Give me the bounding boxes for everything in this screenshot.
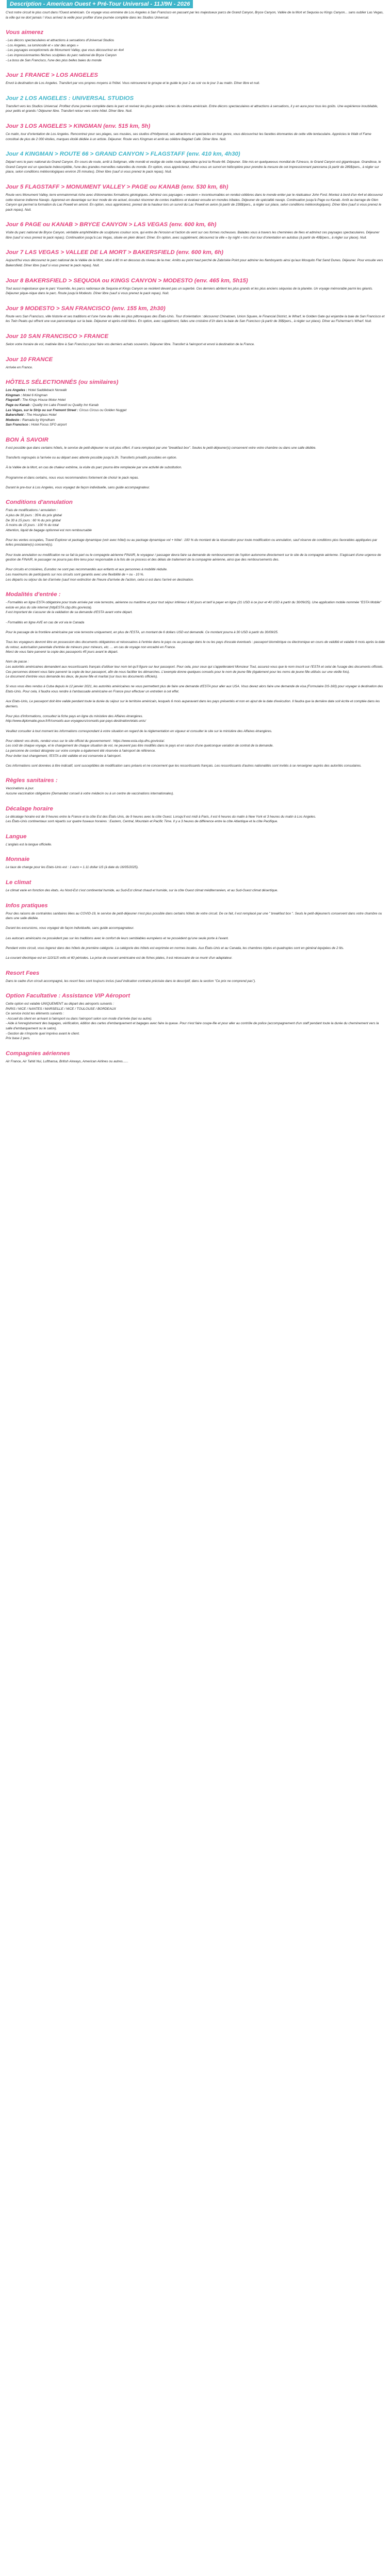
- day-9-title: Jour 9 MODESTO > SAN FRANCISCO (env. 155 km, 2h30): [6, 305, 166, 312]
- bon-savoir-heading: BON À SAVOIR: [6, 436, 48, 443]
- bon-savoir-para: Il est possible que dans certains hôtels, le service de petit-déjeuner ne soit plus offert. Il sera remplacé par une "breakfast box". Seules le petit-déjeuner(s) conservent votre votre chambre ou dans une salle dédiée.: [6, 446, 317, 450]
- formalites-line: - Formalités en ligne ESTA obligatoire pour toute arrivée par voie terrestre, aérienne ou maritime et pour tout séjour inférieur à 90 jours et tarif à payer en ligne (21 USD à ce jour et 40 USD à partir du 30/09/25). Une application mobile nommée "ESTA Mobile" existe en plus du site internet (httpESTA.cbp.dhs.gov/esta).: [6, 601, 382, 609]
- conditions-line: À moins de 15 jours : 100 % du total: [6, 523, 59, 528]
- hotels-heading: HÔTELS SÉLECTIONNÉS (ou similaires): [6, 379, 119, 386]
- option-line: PARIS / NICE / NANTES / MARSEILLE / NICE / TOULOUSE / BORDEAUX: [6, 1007, 116, 1011]
- list-item: - Les impressionnantes flèches sculptées du parc national de Bryce Canyon: [6, 53, 117, 57]
- formalites-line: Merci de vous faire parvenir la copie des passeports 45 jours avant le départ.: [6, 650, 119, 654]
- bon-savoir-para: Transferts regroupés à l'arrivée ou au départ avec attente possible jusqu'à 2h. Transferts privatifs possibles en option.: [6, 456, 177, 460]
- infos-line: Pour des raisons de contraintes sanitaires liées au COVID-19, le service de petit-déjeuner n'est plus possible dans certains hôtels de votre circuit. De ce fait, il est remplacé par une " breakfast box ". Seuls le petit-déjeuner/s conservent dans votre chambre ou dans une salle dédiée.: [6, 911, 382, 921]
- hotel-place: Modesto :: [6, 418, 22, 422]
- day-7-title: Jour 7 LAS VEGAS > VALLEE DE LA MORT > BAKERSFIELD (env. 600 km, 6h): [6, 249, 223, 256]
- formalites-line: Veuillez consulter à tout moment les informations correspondant à votre situation en regard de la réglementation en vigueur et consulter le site sur le ministère des Affaires étrangères.: [6, 729, 272, 733]
- infos-heading: Infos pratiques: [6, 902, 48, 909]
- day-6-text: Visite du parc national de Bryce Canyon, véritable amphithéâtre de sculptures coulour ocre, qui entre de l'érosion et l'action du vent sur ces formes rocheuses. Balades vous à travers les cheminées de fées et admirez ces paysages spectaculaires. Déjeuner libre (sauf si vous prenez le pack repas). Continuation jusqu'à Las Vegas, située en plein désert. Dîner. En option, avec supplément, découvrez la ville « by night » lors d'un tour d'orientation en autobus (à partir de 49$/pers., à régler sur place). Nuit.: [6, 231, 380, 240]
- monnaie-heading: Monnaie: [6, 856, 30, 863]
- conditions-line: Les départs ou séjour du lan d'arrivée (sauf mon extinction de l'heure d'arrivée de l'action, celui-ci est dans l'arrivé en destination.: [6, 578, 194, 582]
- day-5-title: Jour 5 FLAGSTAFF > MONUMENT VALLEY > PAGE ou KANAB (env. 530 km, 6h): [6, 183, 229, 190]
- hotel-name: Ramada by Wyndham: [22, 418, 55, 422]
- langue-heading: Langue: [6, 833, 27, 840]
- option-line: Ce service inclut les éléments suivants :: [6, 1012, 64, 1016]
- day-10-title: Jour 10 SAN FRANCISCO > FRANCE: [6, 333, 109, 340]
- langue-line: L'anglais est la langue officielle.: [6, 842, 52, 846]
- list-item: [6, 393, 385, 398]
- infos-body: [6, 911, 385, 961]
- hotel-name: Motel 6 Kingman: [23, 393, 47, 397]
- conditions-line: De 30 à 15 jours : 60 % du prix global: [6, 518, 61, 522]
- hotels-list: [6, 388, 385, 428]
- day-4-text: Départ vers le parc national du Grand Canyon. En cours de route, arrêt à Seligman, ville mondé et vestige de cette route légendaire qu'est la Route 66. Déjeuner. Site mis en quelqueeous mondial de l'Unesco, le Grand Canyon est gigantesque. Grandiose, le Grand Canyon est un spectacle indescriptible, l'une des grandes merveilles naturelles du monde. En option, vous apprécierez, offrez-vous un survol en hélicoptère pour prendre la mesure de cet impressionnant panorama (à partir de 289$/pers., à régler sur place, selon conditions météorologiques environ 25 minutes). Dîner libre (sauf si vous prenez le pack repas). Nuit.: [6, 160, 381, 174]
- hotel-name: Hotel Saddleback Norwalk: [28, 388, 67, 393]
- banner-title: Description - American Ouest + Pré-Tour Universal - 11J/9N - 2026: [7, 0, 193, 8]
- conditions-line: Pour circuits et croisières, Eurodoc ne sont pas recommandés aux enfants et aux personnes à mobilité réduite.: [6, 568, 168, 572]
- formalites-line: - Formalités en ligne AVE en cas de vol via le Canada: [6, 620, 85, 624]
- formalites-line: Pour éviter tout changement, l'ESTA a été validée et est conservée à l'aéroport.: [6, 754, 122, 758]
- infos-line: Les autocars américains ne possèdent pas sur les traditions avec le confort de leurs semblables européens et ne possèdent qu'une seule porte à l'avant.: [6, 936, 229, 940]
- hotel-place: Flagstaff :: [6, 398, 22, 402]
- day-2-text: Transfert vers les Studios Universal. Profitez d'une journée complète dans le parc et revivez les plus grandes scènes du cinéma américain. Entre décors spectaculaires et attractions à sensations, il y en aura pour tous les goûts. Une expérience inoubliable, pour petits et grands ! Déjeuner libre. Transfert retour vers votre hôtel. Dîner libre. Nuit.: [6, 104, 378, 113]
- list-item: [6, 403, 385, 408]
- option-line: - Gestion de n'importe quel imprévu avant le client.: [6, 1031, 80, 1036]
- list-item: - La boss de San Francisco, l'une des plus belles baies du monde: [6, 58, 102, 62]
- conditions-line: Frais de modifications / annulation :: [6, 509, 58, 513]
- sanitaires-line: Aucune vaccination obligatoire (Demandez conseil à votre médecin ou à un centre de vaccinations internationales).: [6, 792, 174, 795]
- vous-aimerez-list: [6, 38, 385, 63]
- formalites-line: Les coût de chaque voyage, et le changement de chaque situation de vol, ne peuvent pas être modifiés dans le pays et en raison d'une quelconque variation de contrat de la demande.: [6, 744, 274, 748]
- hotel-name: The Hourglass Hotel: [26, 413, 57, 417]
- hotel-name: Circus Circus ou Golden Nugget: [79, 408, 127, 412]
- climat-heading: Le climat: [6, 879, 31, 886]
- day-5-text: Route vers Monument Valley, terre emmainmmat riche avec d'étonnantes formations géologiques. Admirez ces paysages « western » incontournables en rendez-célèbres dans le monde entier par le réalisateur John Ford. Montez à bord d'un 4x4 et découvrez cette réserve indienne Navajo. Apprenez-en davantage sur leur mode de vie actuel, écoutez résonner de contes traditions et évaluez ensuite en mondes tribales. Déjeuner de spécialité navajo. Continuation jusqu'à Page ou Kanab. Arrêt au barrage de Glen Canyon qui permet la formation du Lac Powell en amont. En option, vous apprécierez, prenez de la hauteur lors un survol du Lac Powell en avion (à partir de 239$/pers., à régler sur place, selon conditions météorologiques). Dîner libre (sauf si vous prenez le pack repas). Nuit.: [6, 193, 383, 212]
- conditions-line: Attention, liquid de bagage optionnel est non remboursable: [6, 528, 92, 532]
- option-line: - Aide à l'enregistrement des bagages, vérification, édition des cartes d'embarquement et bagages avec faire la queue. Pour n'est faire coupe-file et pour aller au contrôle de police (accompagnement d'un staff pendant toute la durée du cheminement vers la salle d'embarquement ou le salon).: [6, 1022, 379, 1031]
- day-10-text: Selon votre horaire de vol, matinée libre à San Francisco pour faire vos derniers achats souvenirs. Déjeuner libre. Transfert à l'aéroport et envol à destination de la France.: [6, 343, 255, 347]
- list-item: [6, 422, 385, 428]
- bon-savoir-para: Programme et dans certains, nous vous recommandons fortement de choisir le pack repas.: [6, 476, 139, 480]
- formalites-line: Aux Etats-Unis, Le passeport doit être valide pendant toute la durée du séjour sur le territoire américain, lesquels 6 mois auparavant dans les pays présentés et non en ajout de la date d'exécution. Il faudra que la dernière date soit écrite et comptée dans les derniers.: [6, 700, 380, 708]
- formalites-line: Ces informations sont données à titre indicatif, sont susceptibles de modification sans préavis et ne concernent que les ressortissants français. Les ressortissants d'autres nationalités sont invités à se renseigner auprès des autorités consulaires.: [6, 764, 362, 768]
- conditions-body: [6, 508, 385, 582]
- conditions-line: A plus de 30 jours : 35% du prix global: [6, 513, 62, 517]
- formalites-line: Pour obtenir vos droits, rendez-vous sur le site officiel du gouvernement : https://www.esta.cbp.dhs.gov/esta/.: [6, 739, 165, 743]
- bon-savoir-para: À la Vallée de la Mort, en cas de chaleur extrême, la visite du parc pourra être remplacée par une activité de substitution.: [6, 466, 182, 470]
- option-line: Cette option est valable UNIQUEMENT au départ des aéroports suivants :: [6, 1002, 114, 1006]
- formalites-line: Le document d'entrée vous demande les deux, de jeune fille et marital (sur tous les documents officiels).: [6, 675, 158, 679]
- day-8-title: Jour 8 BAKERSFIELD > SEQUOIA ou KINGS CANYON > MODESTO (env. 465 km, 5h15): [6, 277, 248, 284]
- formalites-line: Pour plus d'informations, consultez la fiche pays en ligne du ministère des Affaires étrangères.: [6, 714, 143, 718]
- decalage-heading: Décalage horaire: [6, 805, 53, 812]
- decalage-line: Le décalage horaire est de 9 heures entre la France et la côte Est des États-Unis, de 9 heures avec la côte Ouest. Lorsqu'il est midi à Paris, il est 6 heures du matin à New York et 3 heures du matin à Los Angeles.: [6, 815, 316, 819]
- list-item: [6, 398, 385, 403]
- formalites-line: Il est important de s'assurer de la validation de sa demande d'ESTA avant votre départ.: [6, 611, 133, 615]
- list-item: [6, 388, 385, 393]
- hotel-place: Bakersfield :: [6, 413, 26, 417]
- banner: [0, 0, 391, 8]
- hotel-place: Los Angeles :: [6, 388, 27, 393]
- sanitaires-heading: Règles sanitaires :: [6, 777, 58, 784]
- intro-text: C'est notre circuit le plus court dans l'Ouest américain. Ce voyage vous emmène de Los Angeles à San Francisco en passant par les majestueux parcs de Grand Canyon, Bryce Canyon, Vallée de la Mort et Sequoia ou Kings Canyon... sans oublier Las Vegas, la ville qui ne dort jamais ! Vous arrivez la veille pour profiter d'une journée complète dans les Studios Universal.: [6, 11, 384, 20]
- sanitaires-line: Vaccinations à jour.: [6, 787, 35, 791]
- hotel-name: Quality Inn Lake Powell ou Quality Inn Kanab: [32, 403, 99, 407]
- option-line: Prix base 2 pers.: [6, 1037, 30, 1041]
- list-item: - Los Angeles, sa luminosité et « star des anges »: [6, 43, 79, 47]
- option-assist-body: [6, 1002, 385, 1041]
- option-assist-heading: Option Facultative : Assistance VIP Aéroport: [6, 993, 131, 999]
- list-item: [6, 418, 385, 423]
- infos-line: Pendant votre circuit, vous logerez dans des hôtels de première catégorie. La catégorie des hôtels est exprimée en normes locales. Aux États-Unis et au Canada, les chambres triples et quadruples sont en général équipées de 2 lits.: [6, 946, 344, 950]
- conditions-line: Pour les ventes occupées, Travel Explorer et package dynamique (voir avec hôtel) ou au package dynamique vol + hôtel : 100 % du montant de la réservation pour toute modification ou annulation, sauf réserve de conditions plus favorables appliquées par le/les prestataire(s) concerné(s).: [6, 538, 378, 547]
- compagnies-heading: Compagnies aériennes: [6, 1050, 70, 1057]
- day-8-text: Tout aussi majestueux que le parc Yosemite, les parcs nationaux de Sequoia et Kings Canyon se recèlent devant pas un superbé. Ces derniers abritent les plus grands et les plus anciens séquoias de la planète. Un voyage mémorable parmi les géants. Déjeuner pique-nique dans le parc. Route jusqu'à Modesto. Dîner libre (sauf si vous prenez le pack repas). Nuit.: [6, 286, 373, 296]
- formalites-line: Pour le passage de la frontière américaine par voie terrestre uniquement, en plus de l'ESTA, un montant de 6 dollars USD est demandé. Ce montant pourra à 30 USD à partir du 30/09/25.: [6, 630, 279, 634]
- list-item: - Les paysages exceptionnels de Monument Valley, que vous découvrirez en 4x4: [6, 48, 124, 53]
- day-6-title: Jour 6 PAGE ou KANAB > BRYCE CANYON > LAS VEGAS (env. 600 km, 6h): [6, 222, 217, 228]
- option-line: - Accueil du client en arrivant à l'aéroport ou dans l'aéroport selon son mode d'arrivée (taxi ou autre).: [6, 1016, 153, 1021]
- day-1-text: Envol à destination de Los Angeles. Transfert par vos propres moyens à l'hôtel. Vous retrouverez le groupe et le guide le jour 2 au soir ou le jour 3 au matin. Dîner libre et nuit.: [6, 81, 260, 86]
- list-item: [6, 408, 385, 413]
- hotel-place: Las Vegas, sur le Strip ou sur Fremont Street :: [6, 408, 78, 412]
- formalites-line: Tous les voyageurs devront être en possession des documents obligatoires et nécessaires à l'entrée dans le pays ou au passage dans le ou les pays d'escale éventuels : passeport biométrique ou électronique en cours de validité et valable 6 mois après la date du retour, autorisation parentale d'entrée de mineurs pour mineurs, etc. ... en cas de voyage non encadré en France.: [6, 640, 385, 649]
- formalites-line: Nom de passe :: [6, 660, 29, 664]
- day-9-text: Route vers San Francisco, ville historie et ses traditions et l'une l'une des villes les plus pittoresques des États-Unis. Tour d'orientation : découvrez Chinatown, Union Square, le Financial District, le Wharf, le Golden Gate qui enjambe la baie de San Francisco et les Twin Peaks qui offrent une vue panoramique sur la baie. Déjeuner et après-midi libres. En option, avec supplément, faites une croisière d'1h dans la baie de San Francisco (à partir de 39$/pers., à régler sur place). Dîner au Fisherman's Wharf. Nuit.: [6, 314, 385, 324]
- day-3-text: Ce matin, tour d'orientation de Los Angeles. Rencontrez pour ses plages, ses musées, ses studios d'Hollywood, ses attractions et spectacles en tout genre, vous découvrirez les facettes étonnantes de cette ville tentaculaire. Apprécies le Walk of Fame constitué de plus de 2 000 étoiles, marques étoilé dédiée à un artiste. Déjeuner. Route vers Kingman et arrêt au célèbre Bagdad Café. Dîner libre. Nuit.: [6, 132, 371, 141]
- formalites-line: Les autorités américaines demandent aux ressortissants français d'utiliser leur nom tel qu'il figure sur leur passeport. Pour cela, pour ceux qui s'appelleraient Monsieur Tout, assurez-vous que le nom inscrit sur l'ESTA et celui de l'usage des documents officiels. Ces personnes doivent vous faire parvenir la copie de leur passeport, afin de nous faciliter les démarches. L'exemple donne quelques conseils pour le nom de jeune fille (également pour les noms de jeune fille utilisés sur une vieille fois).: [6, 665, 384, 674]
- formalites-line: La personne de contact désignée sur votre compte a également été réservée à l'aéroport de référence.: [6, 749, 156, 753]
- decalage-line: Les États-Unis continentaux sont répartis sur quatre fuseaux horaires : Eastern, Central, Mountain et Pacific Time. Il y a 3 heures de différence entre la côte Atlantique et la côte Pacifique.: [6, 820, 278, 824]
- conditions-line: Pour toute annulation ou modification ne se fait la part ou le compagnie aérienne FINAIR, le voyageur / passager devra faire sa demande de remboursement de l'option autonome directement sur le site de la compagnie aérienne. S'agissant d'une urgence de gestion de FINAIR, le passager ne pourra pas être tenu pour responsable à la fois de ce process et des délais de traitement de la compagnie aérienne, ainsi que des remboursements des.: [6, 553, 381, 562]
- monnaie-line: Le taux de change pour les Etats-Unis est : 1 euro = 1.11 dollar US (à date du 16/05/2025).: [6, 866, 139, 870]
- hotel-place: Page ou Kanab :: [6, 403, 32, 407]
- infos-line: Durant les excursions, vous voyagez de façon individuelle, sans guide accompagnateur.: [6, 926, 135, 930]
- formalites-line: Si vous vous êtes rendus à Cuba depuis le 12 janvier 2021, les autorités américaines ne vous permettent plus de faire une demande d'ESTA pour aller aux USA. Vous devez alors faire une demande de visa (Formulaire DS-160) pour voyager à destination des Etats-Unis. Pour cela, il faudra vous rendre à l'ambassade américaine en France pour effectuer un entretien à cet effet.: [6, 685, 383, 693]
- resort-heading: Resort Fees: [6, 970, 40, 976]
- hotel-place: San Francisco :: [6, 423, 30, 427]
- day-11-title: Jour 10 FRANCE: [6, 356, 53, 363]
- day-4-title: Jour 4 KINGMAN > ROUTE 66 > GRAND CANYON > FLAGSTAFF (env. 410 km, 4h30): [6, 151, 240, 158]
- resort-line: Dans le cadre d'un circuit accompagné, les resort fees sont toujours inclus (sauf indication contraire précisée dans le descriptif, dans la section "Ce prix ne comprend pas").: [6, 979, 256, 983]
- infos-line: La courant électrique est en 110/115 volts et 60 périodes. La prise de courant américaine est de fiches plates, il est nécessaire de se munir d'un adaptateur.: [6, 956, 233, 960]
- day-11-text: Arrivée en France.: [6, 365, 33, 369]
- day-3-title: Jour 3 LOS ANGELES > KINGMAN (env. 515 km, 5h): [6, 123, 151, 129]
- hotel-place: Kingman :: [6, 393, 22, 397]
- conditions-heading: Conditions d'annulation: [6, 499, 73, 506]
- hotel-name: Hotel Focus SFO airport: [31, 423, 67, 427]
- hotel-name: The Kings House Motor Hotel: [22, 398, 66, 402]
- bon-savoir-para: Durant le pre-tour à Los Angeles, vous voyagez de façon individuelle, sans guide accompagnateur.: [6, 485, 150, 489]
- day-7-text: Aujourd'hui vous découvrez le parc national de la Vallée de la Mort, situé à 80 m en dessous du niveau de la mer. Arrêts au point haut perché de Zabriskie Point pour admirer les flamboyants ainsi qu'aux Mosquito Flat Sand Dunes. Déjeuner. Pour ensuite vers Bakersfield. Dîner libre (sauf si vous prenez le pack repas). Nuit.: [6, 259, 383, 268]
- day-1-title: Jour 1 FRANCE > LOS ANGELES: [6, 72, 99, 79]
- formalites-heading: Modalités d'entrée :: [6, 591, 61, 598]
- vous-aimerez-heading: Vous aimerez: [6, 29, 44, 36]
- formalites-body: [6, 600, 385, 768]
- compagnies-line: Air France, Air Tahiti Nui, Lufthansa, British Airways, American Airlines ou autres......: [6, 1059, 128, 1063]
- list-item: [6, 413, 385, 418]
- formalites-link[interactable]: http://www.diplomatie.gouv.fr/fr/conseils-aux-voyageurs/conseils-par-pays-destination/etats-unis/: [6, 719, 146, 723]
- climat-line: Le climat varie en fonction des états. Au Nord-Est c'est continental humide, au Sud-Est climat chaud et humide, sur la côte Ouest climat méditerranéen, et au Sud-Ouest climat désertique.: [6, 888, 279, 892]
- list-item: - Les décors spectaculaires et attractions à sensations d'Universal Studios: [6, 39, 115, 43]
- conditions-line: Les maximums de participants sur nos circuits sont garantis avec une flexibilité de + ou - 10 %.: [6, 573, 144, 577]
- day-2-title: Jour 2 LOS ANGELES : UNIVERSAL STUDIOS: [6, 95, 134, 101]
